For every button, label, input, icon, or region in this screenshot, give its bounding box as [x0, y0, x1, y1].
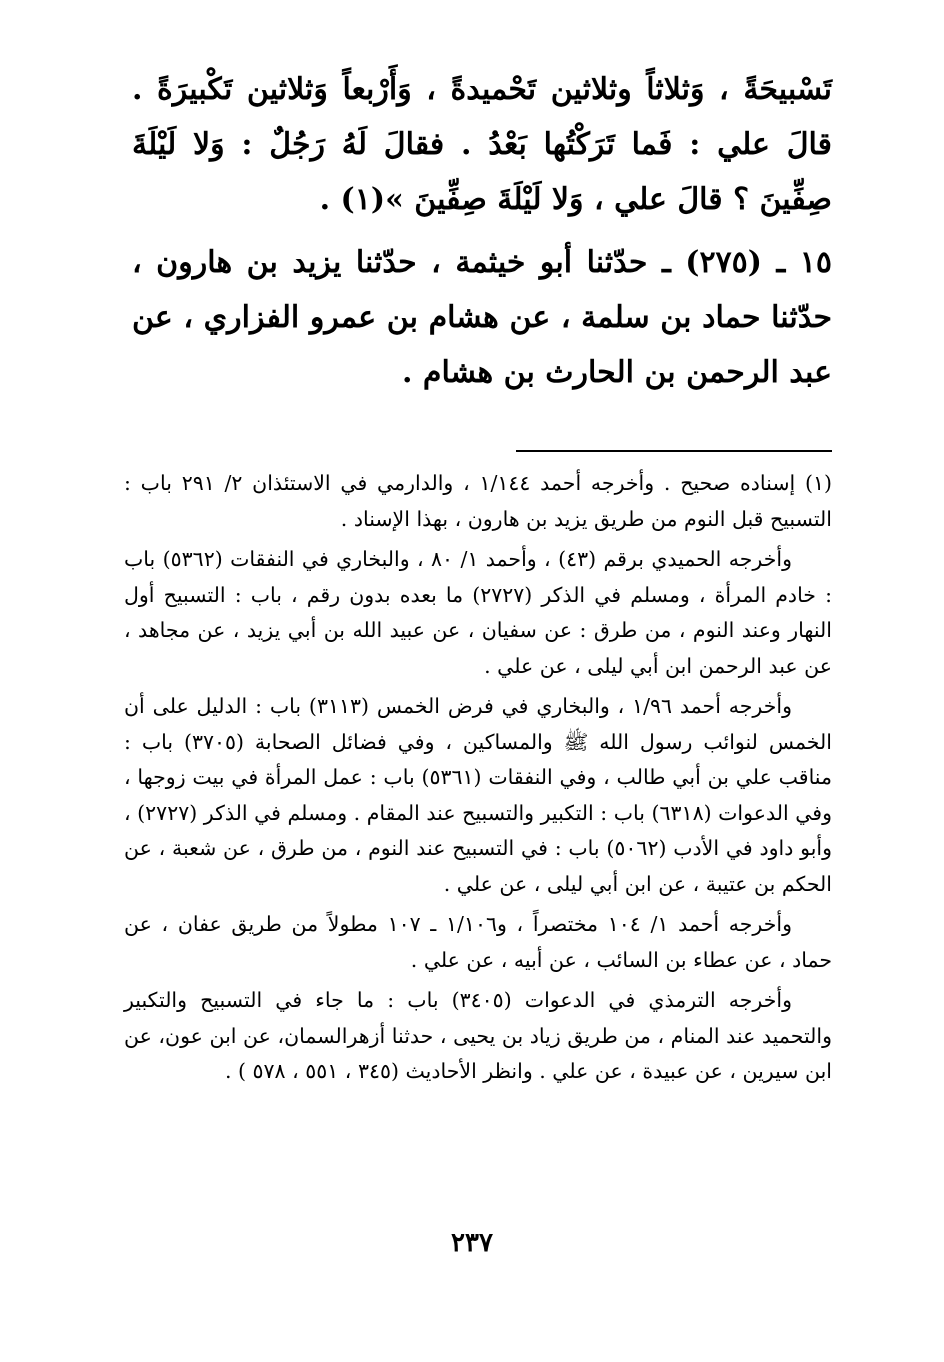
footnotes: [124, 466, 832, 1095]
main-text: [132, 62, 832, 408]
main-paragraph-1: تَسْبيحَةً ، وَثلاثاً وثلاثين تَحْميدةً ، وَأَرْبعاً وَثلاثين تَكْبيرَةً . قالَ علي : فَما تَرَكْتُها بَعْدُ . فقالَ لَهُ رَجُلٌ : وَلا لَيْلَةَ صِفِّينَ ؟ قالَ علي ، وَلا لَيْلَةَ صِفِّينَ »(١) .: [132, 72, 832, 217]
footnote-paragraph-4: وأخرجه أحمد ١/ ١٠٤ مختصراً ، و١/١٠٦ ـ ١٠٧ مطولاً من طريق عفان ، عن حماد ، عن عطاء بن السائب ، عن أبيه ، عن علي .: [124, 912, 832, 972]
main-paragraph-2: ١٥ ـ (٢٧٥) ـ حدّثنا أبو خيثمة ، حدّثنا يزيد بن هارون ، حدّثنا حماد بن سلمة ، عن هشام بن عمرو الفزاري ، عن عبد الرحمن بن الحارث بن هشام .: [132, 245, 832, 390]
footnote-divider: [516, 450, 832, 452]
footnote-1: (١) إسناده صحيح . وأخرجه أحمد ١/١٤٤ ، والدارمي في الاستئذان ٢/ ٢٩١ باب : التسبيح قبل النوم من طريق يزيد بن هارون ، بهذا الإسناد .: [124, 471, 832, 531]
page-number: ٢٣٧: [451, 1228, 493, 1258]
footnote-paragraph-3: وأخرجه أحمد ١/٩٦ ، والبخاري في فرض الخمس (٣١١٣) باب : الدليل على أن الخمس لنوائب رسول الله ﷺ والمساكين ، وفي فضائل الصحابة (٣٧٠٥) باب : مناقب علي بن أبي طالب ، وفي النفقات (٥٣٦١) باب : عمل المرأة في بيت زوجها ، وفي الدعوات (٦٣١٨) باب : التكبير والتسبيح عند المقام . ومسلم في الذكر (٢٧٢٧) ، وأبو داود في الأدب (٥٠٦٢) باب : في التسبيح عند النوم ، من طرق ، عن شعبة ، عن الحكم بن عتيبة ، عن ابن أبي ليلى ، عن علي .: [124, 694, 832, 896]
footnote-paragraph-5: وأخرجه الترمذي في الدعوات (٣٤٠٥) باب : ما جاء في التسبيح والتكبير والتحميد عند المنام ، من طريق زياد بن يحيى ، حدثنا أزهرالسمان، عن ابن عون، عن ابن سيرين ، عن عبيدة ، عن علي . وانظر الأحاديث (٣٤٥ ، ٥٥١ ، ٥٧٨ ) .: [124, 988, 832, 1083]
footnote-paragraph-2: وأخرجه الحميدي برقم (٤٣) ، وأحمد ١/ ٨٠ ، والبخاري في النفقات (٥٣٦٢) باب : خادم المرأة ، ومسلم في الذكر (٢٧٢٧) ما بعده بدون رقم ، باب : التسبيح أول النهار وعند النوم ، من طرق : عن سفيان ، عن عبيد الله بن أبي يزيد ، عن مجاهد ، عن عبد الرحمن ابن أبي ليلى ، عن علي .: [124, 547, 832, 678]
